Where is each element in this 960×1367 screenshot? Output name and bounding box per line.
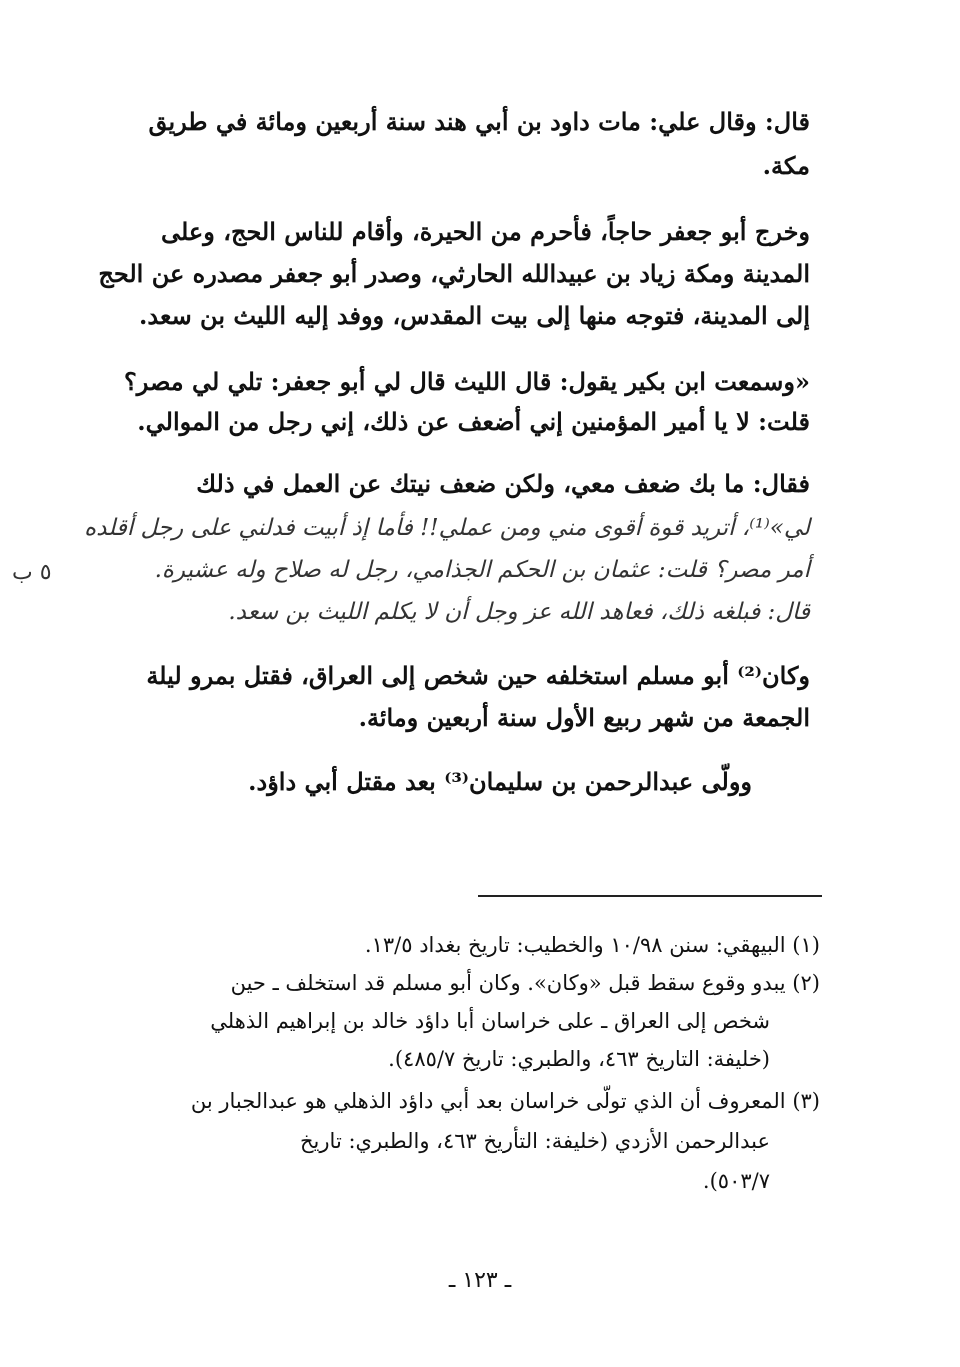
footnote-continuation: شخص إلى العراق ـ على خراسان أبا داؤد خالد بن إبراهيم الذهلي xyxy=(210,1009,770,1033)
body-line: وكان⁽²⁾ أبو مسلم استخلفه حين شخص إلى العراق، فقتل بمرو ليلة xyxy=(146,661,810,690)
body-line: فقال: ما بك ضعف معي، ولكن ضعف نيتك عن العمل في ذلك xyxy=(196,469,810,498)
footnote-continuation: ٥٠٣/٧). xyxy=(702,1169,770,1193)
body-line: وخرج أبو جعفر حاجاً، فأحرم من الحيرة، وأقام للناس الحج، وعلى xyxy=(160,217,810,246)
footnote-continuation: عبدالرحمن الأزدي (خليفة: التأريخ ٤٦٣، والطبري: تاريخ xyxy=(300,1129,770,1153)
handwritten-line: أمر مصر؟ قلت: عثمان بن الحكم الجذامي، رجل له صلاح وله عشيرة. xyxy=(154,557,810,583)
body-line: مكة. xyxy=(762,151,810,180)
footnote: (٣) المعروف أن الذي تولّى خراسان بعد أبي داؤد الذهلي هو عبدالجبار بن xyxy=(190,1089,820,1113)
page-number: ـ ١٢٣ ـ xyxy=(448,1268,512,1293)
body-line: إلى المدينة، فتوجه منها إلى بيت المقدس، ووفد إليه الليث بن سعد. xyxy=(139,301,810,330)
body-line: قال: وقال علي: مات داود بن أبي هند سنة أربعين ومائة في طريق xyxy=(148,107,810,136)
body-line: الجمعة من شهر ربيع الأول سنة أربعين ومائة. xyxy=(358,703,810,732)
handwritten-line: لي»⁽¹⁾، أتريد قوة أقوى مني ومن عملي!! فأما إذ أبيت فدلني على رجل أقلده xyxy=(84,515,810,541)
body-line: «وسمعت ابن بكير يقول: قال الليث قال لي أبو جعفر: تلي لي مصر؟ xyxy=(123,367,810,396)
handwritten-line: قال: فبلغه ذلك، فعاهد الله عز وجل أن لا يكلم الليث بن سعد. xyxy=(228,599,810,625)
body-line: قلت: لا يا أمير المؤمنين إني أضعف عن ذلك، إني رجل من الموالي. xyxy=(137,407,810,436)
body-line: وولّى عبدالرحمن بن سليمان⁽³⁾ بعد مقتل أبي داؤد. xyxy=(248,767,752,796)
footnote-continuation: (خليفة: التاريخ ٤٦٣، والطبري: تاريخ ٤٨٥/٧). xyxy=(388,1047,770,1071)
footnote: (٢) يبدو وقوع سقط قبل «وكان». وكان أبو مسلم قد استخلف ـ حين xyxy=(230,971,820,995)
margin-folio-note: ٥ ب xyxy=(12,560,52,585)
footnote-divider xyxy=(478,895,822,897)
footnote: (١) البيهقي: سنن ١٠/٩٨ والخطيب: تاريخ بغداد ١٣/٥. xyxy=(364,933,820,957)
body-line: المدينة ومكة زياد بن عبيدالله الحارثي، وصدر أبو جعفر مصدره عن الحج xyxy=(98,259,810,288)
